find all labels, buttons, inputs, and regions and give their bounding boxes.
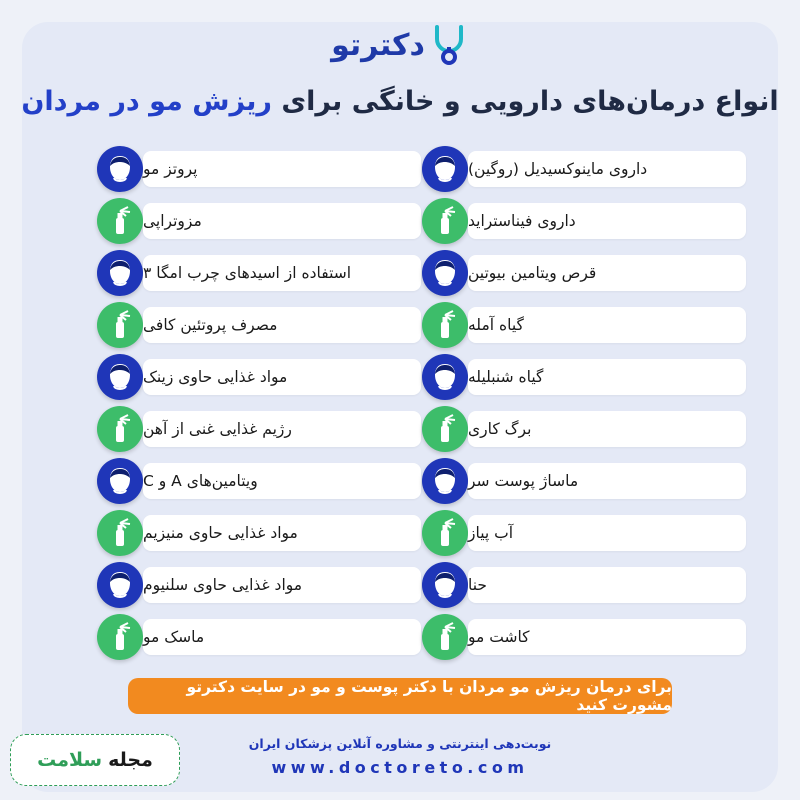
list-item-label	[143, 307, 421, 343]
head-icon	[422, 458, 468, 504]
footer-url[interactable]: www.doctoreto.com	[271, 758, 529, 777]
hair-spray-icon	[422, 406, 468, 452]
list-item-text: مواد غذایی حاوی منیزیم	[143, 524, 298, 542]
list-item-text: کاشت مو	[468, 628, 530, 646]
list-item-text: ماساژ پوست سر	[468, 472, 579, 490]
logo-text: دکترتو	[331, 27, 425, 63]
list-item	[416, 406, 746, 452]
head-icon	[422, 354, 468, 400]
badge-part1: مجله	[108, 749, 153, 771]
list-item	[91, 614, 421, 660]
banner-text: برای درمان ریزش مو مردان با دکتر پوست و مو در سایت دکترتو مشورت کنید	[186, 678, 672, 714]
list-item-label	[468, 411, 746, 447]
title-part1: انواع درمان‌های دارویی و خانگی برای	[281, 86, 779, 117]
list-item-text: ماسک مو	[143, 628, 205, 646]
list-item-label	[468, 307, 746, 343]
list-item-text: پروتز مو	[143, 160, 198, 178]
list-item-label	[143, 411, 421, 447]
list-item-label	[143, 255, 421, 291]
hair-spray-icon	[97, 406, 143, 452]
page-title	[0, 86, 800, 117]
head-icon	[422, 250, 468, 296]
list-item-text: حنا	[468, 576, 487, 594]
list-item	[416, 146, 746, 192]
list-item	[91, 458, 421, 504]
list-item-text: قرص ویتامین بیوتین	[468, 264, 597, 282]
list-item-label	[468, 255, 746, 291]
list-item	[416, 562, 746, 608]
head-icon	[97, 562, 143, 608]
list-item-text: مواد غذایی حاوی سلنیوم	[143, 576, 303, 594]
list-item-label	[468, 463, 746, 499]
head-icon	[422, 562, 468, 608]
head-icon	[97, 250, 143, 296]
head-icon	[97, 146, 143, 192]
list-item	[91, 562, 421, 608]
hair-spray-icon	[422, 510, 468, 556]
hair-spray-icon	[97, 198, 143, 244]
hair-spray-icon	[422, 302, 468, 348]
hair-spray-icon	[97, 614, 143, 660]
consult-banner[interactable]	[128, 678, 672, 714]
health-magazine-badge	[10, 734, 180, 786]
list-item	[91, 250, 421, 296]
list-item	[91, 198, 421, 244]
list-item-text: مواد غذایی حاوی زینک	[143, 368, 288, 386]
list-item-label	[468, 359, 746, 395]
list-item	[416, 510, 746, 556]
stethoscope-icon	[429, 23, 469, 67]
list-item-text: ویتامین‌های A و C	[143, 472, 258, 490]
list-item-label	[143, 515, 421, 551]
list-item-label	[468, 619, 746, 655]
list-item-label	[468, 567, 746, 603]
list-item-label	[143, 151, 421, 187]
list-item	[91, 510, 421, 556]
list-item-text: داروی فیناستراید	[468, 212, 576, 230]
list-item	[416, 250, 746, 296]
hair-spray-icon	[97, 510, 143, 556]
hair-spray-icon	[97, 302, 143, 348]
list-item	[416, 354, 746, 400]
hair-spray-icon	[422, 198, 468, 244]
list-item-label	[468, 515, 746, 551]
list-item-label	[143, 203, 421, 239]
badge-part2: سلامت	[37, 749, 103, 771]
list-item-label	[143, 567, 421, 603]
list-item-text: گیاه شنبلیله	[468, 368, 544, 386]
head-icon	[97, 458, 143, 504]
list-item	[416, 302, 746, 348]
list-item	[416, 614, 746, 660]
list-item-label	[143, 463, 421, 499]
list-item	[91, 302, 421, 348]
list-item	[416, 458, 746, 504]
footer-tagline: نوبت‌دهی اینترنتی و مشاوره آنلاین پزشکان ایران	[248, 736, 552, 751]
list-item-label	[143, 619, 421, 655]
list-item-label	[468, 151, 746, 187]
title-highlight: ریزش مو در مردان	[21, 86, 272, 117]
list-item	[91, 406, 421, 452]
list-item-text: برگ کاری	[468, 420, 532, 438]
list-item-label	[468, 203, 746, 239]
head-icon	[422, 146, 468, 192]
list-item	[91, 354, 421, 400]
list-item-text: آب پیاز	[468, 524, 514, 542]
list-item-text: مزوتراپی	[143, 212, 202, 230]
logo	[0, 20, 800, 70]
list-item-text: استفاده از اسیدهای چرب امگا ۳	[143, 264, 352, 282]
head-icon	[97, 354, 143, 400]
list-item	[416, 198, 746, 244]
list-item-text: گیاه آمله	[468, 316, 524, 334]
list-item-text: داروی ماینوکسیدیل (روگین)	[468, 160, 648, 178]
hair-spray-icon	[422, 614, 468, 660]
list-item	[91, 146, 421, 192]
list-item-text: رژیم غذایی غنی از آهن	[143, 420, 292, 438]
list-item-text: مصرف پروتئین کافی	[143, 316, 278, 334]
list-item-label	[143, 359, 421, 395]
